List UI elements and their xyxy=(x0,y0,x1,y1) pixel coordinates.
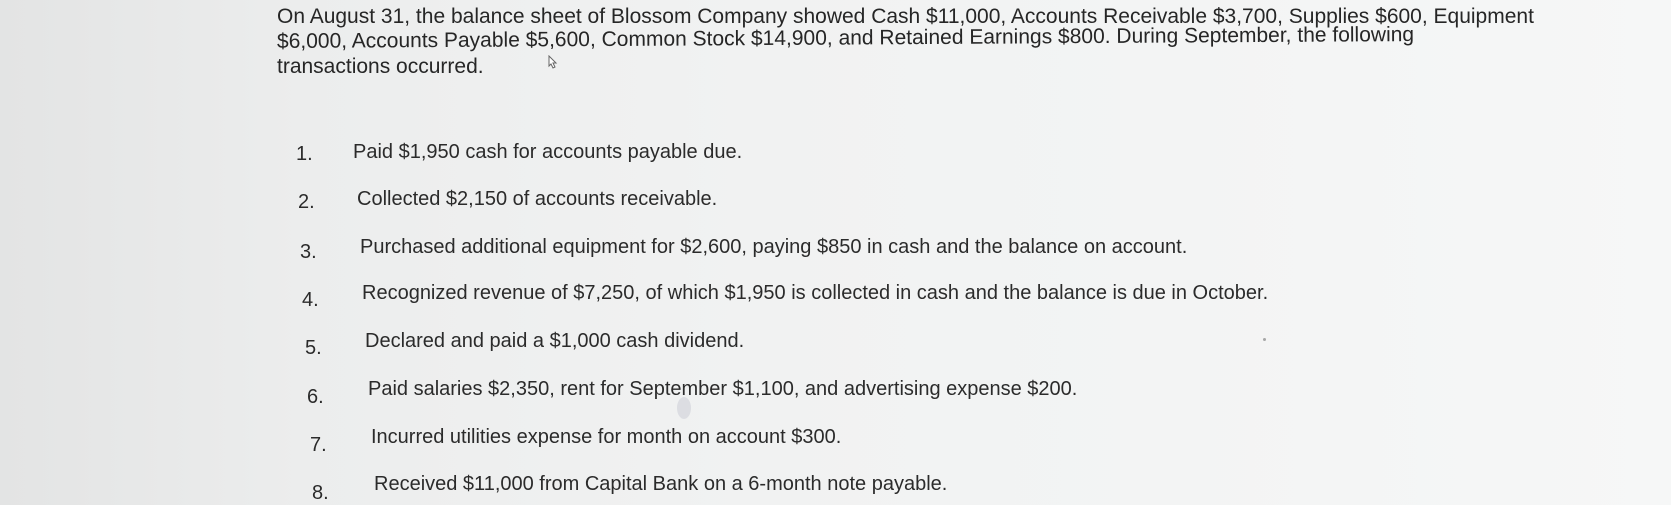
transaction-number: 6. xyxy=(307,386,324,408)
transaction-text: Received $11,000 from Capital Bank on a 6-month note payable. xyxy=(374,473,948,495)
transaction-text: Declared and paid a $1,000 cash dividend. xyxy=(365,330,745,352)
intro-line-2: $6,000, Accounts Payable $5,600, Common Stock $14,900, and Retained Earnings $800. During September, the following xyxy=(276,23,1415,53)
intro-line-3: transactions occurred. xyxy=(277,55,484,78)
transaction-number: 7. xyxy=(310,434,327,456)
cursor-icon xyxy=(546,55,560,71)
transaction-text: Purchased additional equipment for $2,600, paying $850 in cash and the balance on account. xyxy=(360,236,1188,258)
transaction-text: Incurred utilities expense for month on account $300. xyxy=(371,426,842,448)
transaction-number: 5. xyxy=(305,337,322,359)
transaction-number: 1. xyxy=(296,143,313,165)
transaction-number: 8. xyxy=(312,482,329,504)
transaction-text: Paid $1,950 cash for accounts payable due. xyxy=(353,141,743,163)
dot-mark xyxy=(1263,338,1266,341)
transaction-text: Paid salaries $2,350, rent for September $1,100, and advertising expense $200. xyxy=(368,378,1078,400)
intro-line-1: On August 31, the balance sheet of Blossom Company showed Cash $11,000, Accounts Receivable $3,700, Supplies $600, Equipment xyxy=(277,5,1534,28)
transaction-number: 3. xyxy=(300,241,317,263)
transaction-number: 2. xyxy=(298,191,315,213)
transaction-number: 4. xyxy=(302,289,319,311)
smudge-mark xyxy=(677,397,691,419)
transaction-text: Collected $2,150 of accounts receivable. xyxy=(357,188,718,210)
transaction-text: Recognized revenue of $7,250, of which $1,950 is collected in cash and the balance is due in October. xyxy=(362,282,1269,304)
problem-intro xyxy=(277,4,1667,79)
